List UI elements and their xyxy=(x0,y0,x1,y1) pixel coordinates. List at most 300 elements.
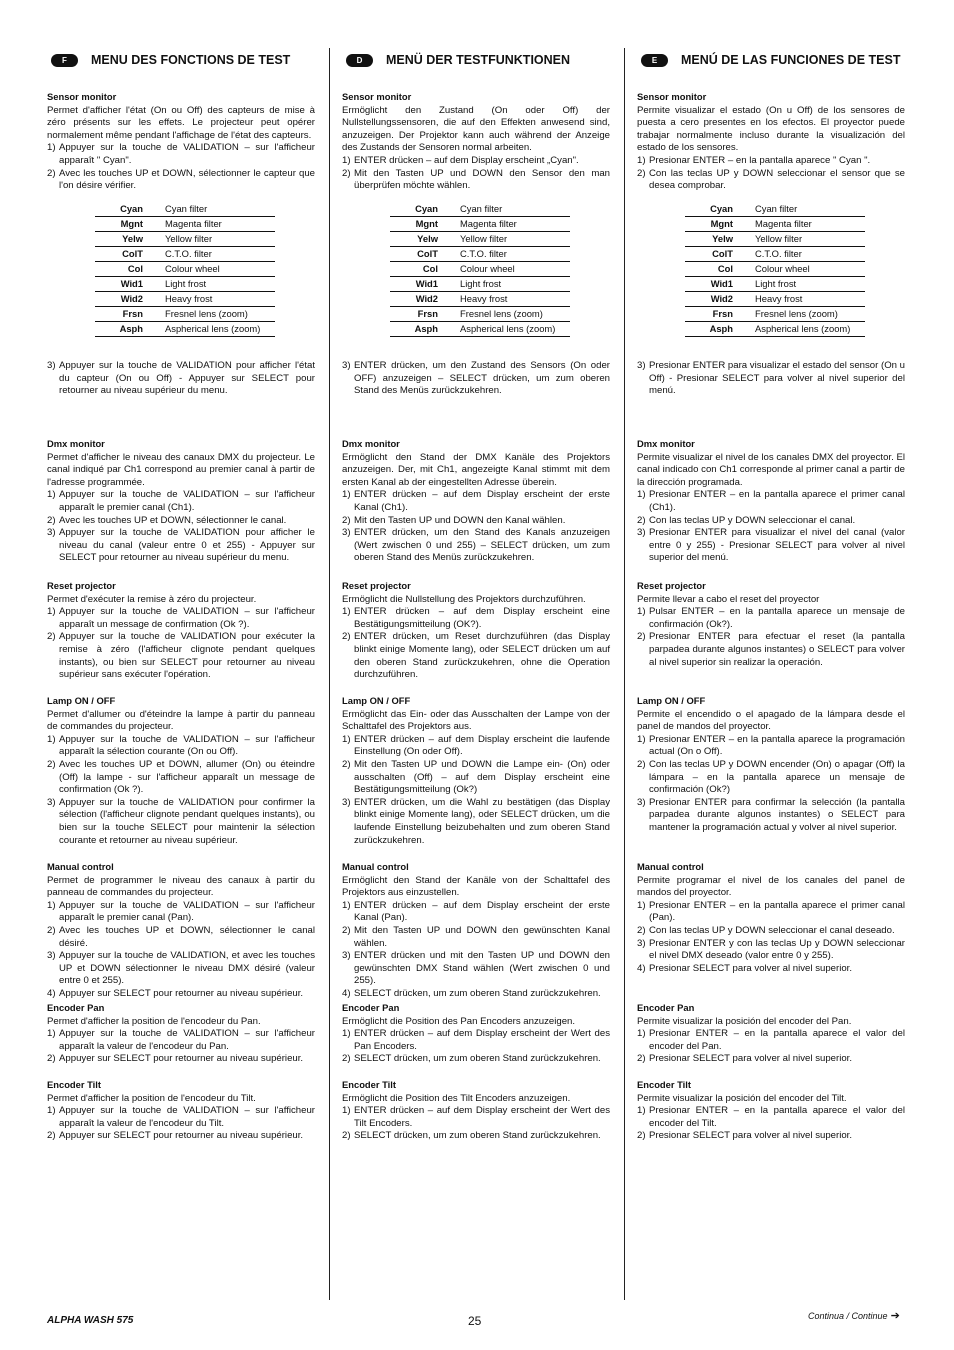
section-dmx xyxy=(637,438,905,565)
section-description: Permet d'afficher la position de l'encodeur du Pan. xyxy=(47,1015,261,1027)
section-sensor-step3 xyxy=(637,360,905,398)
list-item xyxy=(47,168,315,193)
sensor-code: Asph xyxy=(95,322,165,337)
item-text: Mit den Tasten UP und DOWN die Lampe ein- (On) oder ausschalten (Off) – auf dem Display erscheint eine Bestätigungsmitteilung (Ok?) xyxy=(354,758,610,796)
item-number: 2) xyxy=(342,631,351,643)
table-row xyxy=(685,307,865,322)
item-number: 1) xyxy=(637,489,646,501)
section-title: Lamp ON / OFF xyxy=(342,695,411,706)
sensor-code: ColT xyxy=(390,247,460,262)
column-e xyxy=(637,50,905,1142)
steps-list xyxy=(637,155,905,193)
section-reset xyxy=(342,580,610,682)
table-row xyxy=(685,232,865,247)
table-row xyxy=(390,262,570,277)
item-number: 2) xyxy=(342,167,351,179)
item-number: 2) xyxy=(342,1053,351,1065)
item-text: Appuyer sur SELECT pour retourner au niveau supérieur. xyxy=(59,987,304,999)
list-item xyxy=(637,734,905,759)
sensor-code: Asph xyxy=(685,322,755,337)
sensor-description: Magenta filter xyxy=(165,217,275,232)
section-title: Reset projector xyxy=(47,580,116,591)
sensor-description: Heavy frost xyxy=(165,292,275,307)
table-row xyxy=(95,247,275,262)
item-text: Presionar ENTER – en la pantalla aparece el valor del encoder del Pan. xyxy=(649,1028,905,1052)
section-title: Sensor monitor xyxy=(637,91,707,102)
item-number: 2) xyxy=(47,1053,56,1065)
sensor-code: ColT xyxy=(685,247,755,262)
item-number: 1) xyxy=(342,1105,351,1117)
sensor-code: Yelw xyxy=(95,232,165,247)
column-header xyxy=(47,50,315,70)
section-title: Dmx monitor xyxy=(47,438,105,449)
steps-list xyxy=(637,489,905,565)
table-row xyxy=(95,232,275,247)
sensor-code: Frsn xyxy=(390,307,460,322)
steps-list xyxy=(47,734,315,847)
sensor-code: Frsn xyxy=(685,307,755,322)
item-number: 4) xyxy=(47,987,56,999)
item-text: ENTER drücken, um Reset durchzuführen (das Display blinkt einige Momente lang), oder SELECT drücken um auf den oberen Stand zurückzukehren, ohne die Operation durchzuführen. xyxy=(354,631,610,681)
section-description: Ermöglicht den Stand der DMX Kanäle des Projektors anzuzeigen. Der, mit Ch1, angezeigte Kanal stimmt mit dem ersten Kanal ab der eingestellten Adresse überein. xyxy=(342,451,610,488)
item-text: ENTER drücken – auf dem Display erscheint die laufende Einstellung (On oder Off). xyxy=(354,733,610,758)
item-text: Appuyer sur la touche de VALIDATION – sur l'afficheur apparaît le premier canal (Pan). xyxy=(59,899,315,924)
steps-list xyxy=(47,360,315,398)
sensor-code: Frsn xyxy=(95,307,165,322)
sensor-code: Col xyxy=(685,262,755,277)
item-text: Con las teclas UP y DOWN seleccionar el canal. xyxy=(649,514,856,526)
item-number: 2) xyxy=(637,631,646,643)
list-item xyxy=(342,734,610,759)
item-text: Presionar ENTER – en la pantalla aparece el valor del encoder del Tilt. xyxy=(649,1105,905,1129)
list-item xyxy=(47,925,315,950)
section-manual xyxy=(47,861,315,1001)
item-text: Presionar ENTER para efectuar el reset (la pantalla parpadea durante algunos instantes) o SELECT para volver al nivel superior sin realizar la operación. xyxy=(649,631,905,668)
section-description: Ermöglicht das Ein- oder das Ausschalten der Lampe von der Schalttafel des Projektors aus. xyxy=(342,708,610,733)
item-text: Appuyer sur SELECT pour retourner au niveau supérieur. xyxy=(59,1053,304,1065)
list-item xyxy=(47,759,315,797)
sensor-code: Yelw xyxy=(390,232,460,247)
table-row xyxy=(95,292,275,307)
item-text: Avec les touches UP et DOWN, sélectionner le canal désiré. xyxy=(59,924,315,949)
sensor-code: Cyan xyxy=(390,202,460,217)
item-number: 1) xyxy=(342,489,351,501)
list-item xyxy=(637,360,905,398)
table-row xyxy=(390,217,570,232)
sensor-description: Colour wheel xyxy=(460,262,570,277)
item-text: Mit den Tasten UP und DOWN den Sensor den man überprüfen möchte wählen. xyxy=(354,167,610,192)
steps-list xyxy=(342,734,610,847)
list-item xyxy=(342,925,610,950)
item-number: 3) xyxy=(637,527,646,539)
item-number: 2) xyxy=(637,1053,646,1065)
item-number: 1) xyxy=(637,733,646,745)
item-text: Con las teclas UP y DOWN seleccionar el sensor que se desea comprobar. xyxy=(649,167,905,192)
list-item xyxy=(637,489,905,514)
item-text: ENTER drücken – auf dem Display erscheint der Wert des Pan Encoders. xyxy=(354,1028,610,1052)
item-text: Pulsar ENTER – en la pantalla aparece un mensaje de confirmación (Ok?). xyxy=(649,606,905,630)
section-description: Ermöglicht die Nullstellung des Projektors durchzuführen. xyxy=(342,593,586,605)
sensor-description: Yellow filter xyxy=(755,232,865,247)
item-text: ENTER drücken – auf dem Display erscheint „Cyan". xyxy=(354,154,579,166)
list-item xyxy=(47,142,315,167)
item-number: 1) xyxy=(47,899,56,911)
sensor-description: Colour wheel xyxy=(755,262,865,277)
section-description: Permite visualizar el estado (On u Off) de los sensores de puesta a cero presentes en los efectos. El proyector puede trabajar normalmente incluso durante la visualización del estado de los sensores. xyxy=(637,104,905,154)
section-title: Lamp ON / OFF xyxy=(47,695,116,706)
item-number: 2) xyxy=(637,1130,646,1142)
item-text: Avec les touches UP et DOWN, sélectionner le capteur que l'on désire vérifier. xyxy=(59,167,315,192)
section-title: Encoder Pan xyxy=(342,1002,400,1013)
item-number: 3) xyxy=(47,796,56,808)
list-item xyxy=(637,515,905,528)
section-description: Permet d'afficher l'état (On ou Off) des capteurs de mise à zéro présents sur les effets. Le projecteur peut opérer normalement même pendant l'affichage de l'état des capteurs. xyxy=(47,104,315,141)
table-row xyxy=(390,232,570,247)
column-header xyxy=(637,50,905,70)
table-row xyxy=(685,217,865,232)
item-text: SELECT drücken, um zum oberen Stand zurückzukehren. xyxy=(354,1053,601,1065)
sensor-description: Magenta filter xyxy=(755,217,865,232)
section-lamp xyxy=(342,695,610,847)
section-title: Sensor monitor xyxy=(47,91,117,102)
table-row xyxy=(685,262,865,277)
section-sensor-step3 xyxy=(47,360,315,398)
sensor-code: Mgnt xyxy=(685,217,755,232)
item-number: 3) xyxy=(342,360,351,371)
item-text: Appuyer sur la touche de VALIDATION – sur l'afficheur apparaît " Cyan". xyxy=(59,142,315,166)
list-item xyxy=(637,527,905,565)
item-text: ENTER drücken, um die Wahl zu bestätigen (das Display blinkt einige Momente lang), oder SELECT drücken, um die laufende Einstellung beizubehalten und zum oberen Stand zurückzukehren. xyxy=(354,796,610,846)
list-item xyxy=(47,797,315,847)
table-row xyxy=(95,277,275,292)
table-row xyxy=(390,247,570,262)
sensor-description: Fresnel lens (zoom) xyxy=(165,307,275,322)
sensor-code: Wid1 xyxy=(390,277,460,292)
item-text: Con las teclas UP y DOWN encender (On) o apagar (Off) la lámpara – en la pantalla aparece un mensaje de confirmación (Ok?) xyxy=(649,758,905,796)
item-text: Presionar ENTER – en la pantalla aparece " Cyan ". xyxy=(649,154,871,166)
steps-list xyxy=(47,489,315,565)
section-manual xyxy=(637,861,905,975)
list-item xyxy=(342,168,610,193)
section-sensor xyxy=(47,91,315,193)
item-number: 2) xyxy=(342,1130,351,1142)
item-text: Avec les touches UP et DOWN, sélectionner le canal. xyxy=(59,514,287,526)
section-lamp xyxy=(637,695,905,835)
list-item xyxy=(637,168,905,193)
page-number: 25 xyxy=(468,1314,482,1328)
sensor-description: Aspherical lens (zoom) xyxy=(755,322,865,337)
list-item xyxy=(47,631,315,681)
section-reset xyxy=(637,580,905,669)
sensor-code: Wid1 xyxy=(95,277,165,292)
list-item xyxy=(342,988,610,1001)
list-item xyxy=(47,360,315,398)
section-title: Dmx monitor xyxy=(637,438,695,449)
steps-list xyxy=(47,1105,315,1143)
section-sensor xyxy=(342,91,610,193)
item-text: ENTER drücken – auf dem Display erscheint der erste Kanal (Pan). xyxy=(354,899,610,924)
table-row xyxy=(685,277,865,292)
item-number: 4) xyxy=(342,987,351,999)
steps-list xyxy=(342,1028,610,1066)
column-title: MENU DES FONCTIONS DE TEST xyxy=(91,52,291,67)
item-text: Appuyer sur la touche de VALIDATION – sur l'afficheur apparaît la valeur de l'encodeur du Pan. xyxy=(59,1028,315,1052)
item-number: 1) xyxy=(47,733,56,745)
column-f xyxy=(47,50,315,1142)
model-name: ALPHA WASH 575 xyxy=(47,1315,134,1326)
table-row xyxy=(685,292,865,307)
item-number: 2) xyxy=(637,924,646,936)
column-d xyxy=(342,50,610,1142)
item-text: Appuyer sur SELECT pour retourner au niveau supérieur. xyxy=(59,1130,304,1142)
continue-note: Continua / Continue ➔ xyxy=(808,1310,900,1322)
sensor-code: Mgnt xyxy=(95,217,165,232)
table-row xyxy=(95,262,275,277)
item-text: Appuyer sur la touche de VALIDATION pour afficher le niveau du canal (valeur entre 0 et 255) - Appuyer sur SELECT pour retourner au niveau supérieur du menu. xyxy=(59,527,315,564)
list-item xyxy=(47,1028,315,1053)
item-text: Presionar SELECT para volver al nivel superior. xyxy=(649,962,852,974)
item-number: 2) xyxy=(342,758,351,770)
sensor-description: Yellow filter xyxy=(460,232,570,247)
sensor-code: Col xyxy=(95,262,165,277)
item-number: 1) xyxy=(637,899,646,911)
section-pan xyxy=(637,1002,905,1066)
list-item xyxy=(342,1053,610,1066)
list-item xyxy=(342,527,610,565)
section-description: Permet de programmer le niveau des canaux à partir du panneau de commandes du projecteur. xyxy=(47,874,315,899)
sensor-description: Fresnel lens (zoom) xyxy=(460,307,570,322)
sensor-description: Light frost xyxy=(460,277,570,292)
list-item xyxy=(637,963,905,976)
item-text: Presionar ENTER – en la pantalla aparece la programación actual (On o Off). xyxy=(649,733,905,758)
section-description: Permite visualizar el nivel de los canales DMX del proyector. El canal indicado con Ch1 corresponde al primer canal a partir de la dirección programada. xyxy=(637,451,905,488)
steps-list xyxy=(342,1105,610,1143)
sensor-description: C.T.O. filter xyxy=(460,247,570,262)
item-text: Presionar ENTER para visualizar el nivel del canal (valor entre 0 y 255) - Presionar SELECT para volver al nivel superior del menú. xyxy=(649,527,905,564)
table-row xyxy=(95,202,275,217)
item-text: Con las teclas UP y DOWN seleccionar el canal deseado. xyxy=(649,924,895,936)
sensor-code: Wid2 xyxy=(390,292,460,307)
item-text: ENTER drücken – auf dem Display erscheint der erste Kanal (Ch1). xyxy=(354,489,610,513)
item-text: SELECT drücken, um zum oberen Stand zurückzukehren. xyxy=(354,987,601,999)
item-text: ENTER drücken, um den Stand des Kanals anzuzeigen (Wert zwischen 0 und 255) – SELECT drücken, um zum oberen Stand des Menüs zurückzukehren. xyxy=(354,527,610,564)
item-text: Presionar ENTER – en la pantalla aparece el primer canal (Pan). xyxy=(649,899,905,924)
table-row xyxy=(685,202,865,217)
list-item xyxy=(342,515,610,528)
list-item xyxy=(637,938,905,963)
list-item xyxy=(47,515,315,528)
language-badge: E xyxy=(641,54,668,67)
item-text: ENTER drücken und mit den Tasten UP und DOWN den gewünschten DMX Stand wählen (Wert zwischen 0 und 255). xyxy=(354,950,610,987)
item-number: 2) xyxy=(342,924,351,936)
language-badge: F xyxy=(51,54,78,67)
item-text: Presionar SELECT para volver al nivel superior. xyxy=(649,1130,852,1142)
item-number: 1) xyxy=(637,606,646,618)
section-tilt xyxy=(47,1079,315,1143)
sensor-description: Cyan filter xyxy=(460,202,570,217)
arrow-right-icon: ➔ xyxy=(890,1310,900,1322)
table-row xyxy=(95,307,275,322)
table-row xyxy=(390,202,570,217)
steps-list xyxy=(637,1105,905,1143)
section-description: Ermöglicht die Position des Pan Encoders anzuzeigen. xyxy=(342,1015,576,1027)
list-item xyxy=(637,797,905,835)
sensor-code: Wid2 xyxy=(685,292,755,307)
sensor-description: Colour wheel xyxy=(165,262,275,277)
item-number: 1) xyxy=(47,1105,56,1117)
item-text: Presionar SELECT para volver al nivel superior. xyxy=(649,1053,852,1065)
list-item xyxy=(47,900,315,925)
item-text: ENTER drücken – auf dem Display erscheint eine Bestätigungsmitteilung (OK?). xyxy=(354,606,610,630)
steps-list xyxy=(342,155,610,193)
list-item xyxy=(342,606,610,631)
section-tilt xyxy=(342,1079,610,1143)
list-item xyxy=(342,1130,610,1143)
list-item xyxy=(637,631,905,669)
section-pan xyxy=(342,1002,610,1066)
list-item xyxy=(342,900,610,925)
item-number: 1) xyxy=(342,606,351,618)
item-text: SELECT drücken, um zum oberen Stand zurückzukehren. xyxy=(354,1130,601,1142)
item-text: Presionar ENTER para visualizar el estado del sensor (On u Off) - Presionar SELECT para volver al nivel superior del menú. xyxy=(649,360,905,397)
section-dmx xyxy=(342,438,610,565)
list-item xyxy=(637,1105,905,1130)
column-header xyxy=(342,50,610,70)
item-text: Presionar ENTER para confirmar la selección (la pantalla parpadea durante algunos instantes) o SELECT para mantener la programación actual y volver al nivel superior. xyxy=(649,796,905,833)
section-title: Manual control xyxy=(342,861,409,872)
item-text: Appuyer sur la touche de VALIDATION – sur l'afficheur apparaît le premier canal (Ch1). xyxy=(59,489,315,513)
list-item xyxy=(342,489,610,514)
sensor-description: Aspherical lens (zoom) xyxy=(460,322,570,337)
item-number: 1) xyxy=(342,1028,351,1040)
list-item xyxy=(47,489,315,514)
item-text: Appuyer sur la touche de VALIDATION pour afficher l'état du capteur (On ou Off) - Appuyer sur SELECT pour retourner au niveau supérieur du menu. xyxy=(59,360,315,397)
list-item xyxy=(47,1105,315,1130)
item-text: Mit den Tasten UP und DOWN den Kanal wählen. xyxy=(354,514,566,526)
column-divider xyxy=(624,48,625,1300)
list-item xyxy=(342,759,610,797)
item-number: 1) xyxy=(47,489,56,501)
item-number: 2) xyxy=(637,514,646,526)
column-divider xyxy=(329,48,330,1300)
item-number: 1) xyxy=(47,142,56,154)
section-description: Ermöglicht die Position des Tilt Encoders anzuzeigen. xyxy=(342,1092,571,1104)
item-number: 3) xyxy=(47,950,56,962)
steps-list xyxy=(637,360,905,398)
list-item xyxy=(342,950,610,988)
section-pan xyxy=(47,1002,315,1066)
steps-list xyxy=(342,360,610,398)
steps-list xyxy=(637,1028,905,1066)
item-number: 2) xyxy=(342,514,351,526)
section-title: Manual control xyxy=(637,861,704,872)
section-description: Permite visualizar la posición del encoder del Tilt. xyxy=(637,1092,847,1104)
item-number: 2) xyxy=(47,1130,56,1142)
table-row xyxy=(390,277,570,292)
item-number: 1) xyxy=(342,154,351,166)
table-row xyxy=(95,217,275,232)
item-text: ENTER drücken, um den Zustand des Sensors (On oder OFF) anzuzeigen – SELECT drücken, um zum oberen Stand des Menüs zurückzukehren. xyxy=(354,360,610,397)
section-reset xyxy=(47,580,315,682)
item-text: ENTER drücken – auf dem Display erscheint der Wert des Tilt Encoders. xyxy=(354,1105,610,1129)
item-text: Appuyer sur la touche de VALIDATION, et avec les touches UP et DOWN sélectionner le niveau DMX désiré (valeur entre 0 et 255). xyxy=(59,950,315,987)
list-item xyxy=(47,950,315,988)
item-number: 3) xyxy=(637,796,646,808)
list-item xyxy=(637,900,905,925)
table-row xyxy=(95,322,275,337)
section-sensor-step3 xyxy=(342,360,610,398)
section-title: Dmx monitor xyxy=(342,438,400,449)
sensor-description: Aspherical lens (zoom) xyxy=(165,322,275,337)
sensor-code: Cyan xyxy=(685,202,755,217)
item-number: 3) xyxy=(342,796,351,808)
item-number: 3) xyxy=(47,360,56,371)
section-description: Permet d'afficher la position de l'encodeur du Tilt. xyxy=(47,1092,256,1104)
item-number: 2) xyxy=(47,924,56,936)
table-row xyxy=(390,322,570,337)
steps-list xyxy=(342,489,610,565)
section-title: Reset projector xyxy=(637,580,706,591)
item-number: 1) xyxy=(342,733,351,745)
item-number: 2) xyxy=(637,758,646,770)
list-item xyxy=(637,1053,905,1066)
sensor-code: Col xyxy=(390,262,460,277)
list-item xyxy=(637,925,905,938)
sensor-description: Light frost xyxy=(165,277,275,292)
item-number: 3) xyxy=(47,527,56,539)
item-number: 1) xyxy=(47,1028,56,1040)
section-title: Encoder Tilt xyxy=(342,1079,397,1090)
list-item xyxy=(47,988,315,1001)
list-item xyxy=(342,1105,610,1130)
item-number: 3) xyxy=(637,360,646,371)
item-number: 4) xyxy=(637,962,646,974)
list-item xyxy=(342,360,610,398)
item-number: 1) xyxy=(637,1105,646,1117)
item-number: 3) xyxy=(637,937,646,949)
list-item xyxy=(47,606,315,631)
section-tilt xyxy=(637,1079,905,1143)
table-row xyxy=(390,292,570,307)
item-number: 1) xyxy=(342,899,351,911)
section-description: Permite programar el nivel de los canales del panel de mandos del proyector. xyxy=(637,874,905,899)
column-title: MENÚ DE LAS FUNCIONES DE TEST xyxy=(681,52,901,67)
table-row xyxy=(685,322,865,337)
sensor-code: Wid2 xyxy=(95,292,165,307)
item-text: Presionar ENTER y con las teclas Up y DOWN seleccionar el nivel DMX deseado (valor entre 0 y 255). xyxy=(649,937,905,962)
item-number: 2) xyxy=(47,758,56,770)
list-item xyxy=(342,797,610,847)
list-item xyxy=(637,155,905,168)
sensor-description: Cyan filter xyxy=(755,202,865,217)
sensor-description: Yellow filter xyxy=(165,232,275,247)
item-number: 1) xyxy=(637,154,646,166)
item-text: Appuyer sur la touche de VALIDATION pour confirmer la sélection (l'afficheur clignote pendant quelques instants), ou bien sur la touche SELECT pour maintenir la sélection courante et retourner au niveau supérieur. xyxy=(59,796,315,846)
section-lamp xyxy=(47,695,315,847)
section-title: Manual control xyxy=(47,861,114,872)
item-text: Appuyer sur la touche de VALIDATION – sur l'afficheur apparaît la valeur de l'encodeur du Tilt. xyxy=(59,1105,315,1129)
section-description: Ermöglicht den Zustand (On oder Off) der Nullstellungssensoren, die auf den Effekten anwesend sind, anzuzeigen. Der Projektor kann auch während der Anzeige des Zustands der Sensoren normal arbeiten. xyxy=(342,104,610,154)
section-description: Permet d'exécuter la remise à zéro du projecteur. xyxy=(47,593,257,605)
list-item xyxy=(637,606,905,631)
item-number: 2) xyxy=(47,167,56,179)
section-title: Lamp ON / OFF xyxy=(637,695,706,706)
list-item xyxy=(637,1130,905,1143)
list-item xyxy=(47,1130,315,1143)
steps-list xyxy=(637,900,905,976)
steps-list xyxy=(637,606,905,669)
sensor-description: C.T.O. filter xyxy=(165,247,275,262)
